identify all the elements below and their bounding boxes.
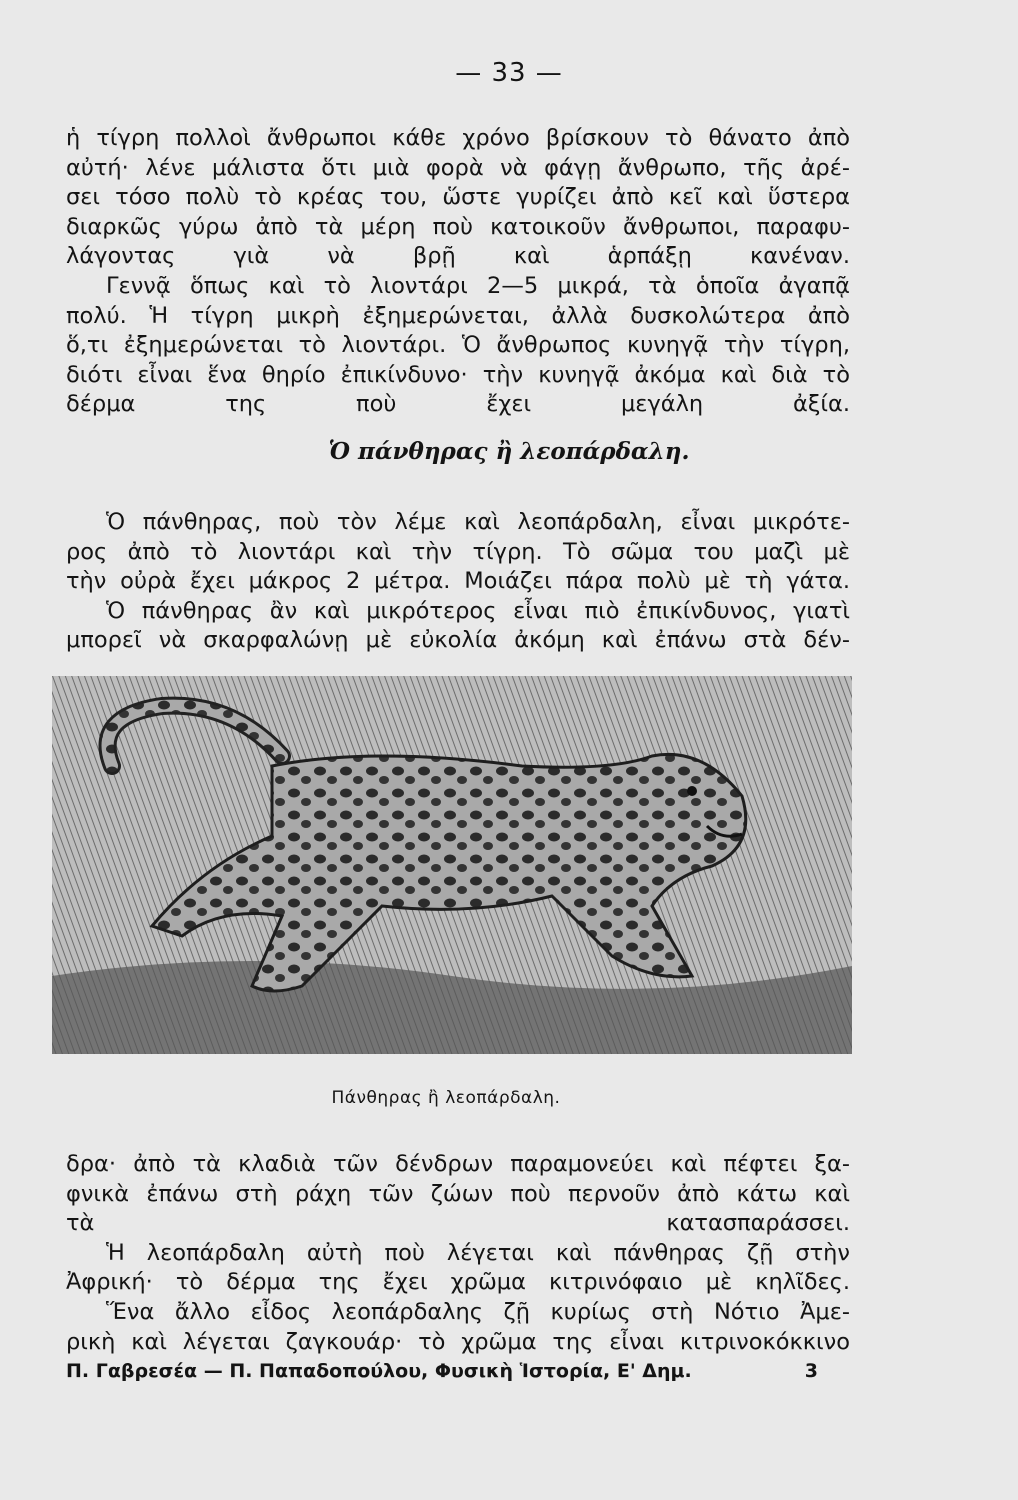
text-line: Ἡ λεοπάρδαλη αὐτὴ ποὺ λέγεται καὶ πάνθηρας ζῇ στὴν xyxy=(106,1239,850,1266)
text-line: σει τόσο πολὺ τὸ κρέας του, ὥστε γυρίζει ἀπὸ κεῖ καὶ ὕστερα xyxy=(66,184,850,211)
middle-text-block xyxy=(66,508,850,656)
text-line: ἡ τίγρη πολλοὶ ἄνθρωποι κάθε χρόνο βρίσκουν τὸ θάνατο ἀπὸ xyxy=(66,125,850,151)
text-line: ρος ἀπὸ τὸ λιοντάρι καὶ τὴν τίγρη. Τὸ σῶμα του μαζὶ μὲ xyxy=(66,538,850,565)
section-heading: Ὁ πάνθηρας ἢ λεοπάρδαλη. xyxy=(328,438,690,465)
text-line: Ὁ πάνθηρας ἂν καὶ μικρότερος εἶναι πιὸ ἐπικίνδυνος, γιατὶ xyxy=(106,597,850,624)
text-line: Ἕνα ἄλλο εἶδος λεοπάρδαλης ζῇ κυρίως στὴ Νότιο Ἀμε- xyxy=(106,1298,850,1325)
text-line: λάγοντας γιὰ νὰ βρῇ καὶ ἁρπάξῃ κανέναν. xyxy=(66,243,850,270)
text-line: δέρμα της ποὺ ἔχει μεγάλη ἀξία. xyxy=(66,391,850,418)
bottom-text-block xyxy=(66,1150,850,1357)
text-line: αὐτή· λένε μάλιστα ὅτι μιὰ φορὰ νὰ φάγῃ ἄνθρωπο, τῆς ἀρέ- xyxy=(66,154,850,181)
footer-signature: 3 xyxy=(804,1360,818,1382)
leopard-engraving xyxy=(52,676,852,1054)
text-line: Ἀφρική· τὸ δέρμα της ἔχει χρῶμα κιτρινόφαιο μὲ κηλῖδες. xyxy=(66,1269,850,1296)
leopard-illustration xyxy=(52,676,852,1054)
text-line: φνικὰ ἐπάνω στὴ ράχη τῶν ζώων ποὺ περνοῦν ἀπὸ κάτω καὶ xyxy=(66,1180,850,1207)
text-line: Γεννᾷ ὅπως καὶ τὸ λιοντάρι 2—5 μικρά, τὰ ὁποῖα ἀγαπᾷ xyxy=(106,273,850,299)
figure-caption: Πάνθηρας ἢ λεοπάρδαλη. xyxy=(331,1088,561,1108)
paragraph xyxy=(66,272,850,420)
paragraph xyxy=(66,124,850,272)
page-footer xyxy=(66,1360,818,1382)
text-line: πολύ. Ἡ τίγρη μικρὴ ἐξημερώνεται, ἀλλὰ δυσκολώτερα ἀπὸ xyxy=(66,302,850,329)
text-line: μπορεῖ νὰ σκαρφαλώνῃ μὲ εὐκολία ἀκόμη καὶ ἐπάνω στὰ δέν- xyxy=(66,627,850,654)
page-number: — 33 — xyxy=(455,58,563,88)
paragraph xyxy=(66,508,850,656)
text-line: διαρκῶς γύρω ἀπὸ τὰ μέρη ποὺ κατοικοῦν ἄνθρωποι, παραφυ- xyxy=(66,213,850,240)
text-line: Ὁ πάνθηρας, ποὺ τὸν λέμε καὶ λεοπάρδαλη, εἶναι μικρότε- xyxy=(106,509,850,535)
text-line: ρικὴ καὶ λέγεται ζαγκουάρ· τὸ χρῶμα της εἶναι κιτρινοκόκκινο xyxy=(66,1328,850,1355)
top-text-block xyxy=(66,124,850,272)
text-line: ὅ,τι ἐξημερώνεται τὸ λιοντάρι. Ὁ ἄνθρωπος κυνηγᾷ τὴν τίγρη, xyxy=(66,332,850,359)
paragraph xyxy=(66,1150,850,1357)
text-line: δρα· ἀπὸ τὰ κλαδιὰ τῶν δένδρων παραμονεύει καὶ πέφτει ξα- xyxy=(66,1151,850,1177)
text-line: τὰ κατασπαράσσει. xyxy=(66,1210,850,1237)
top-text-block-2 xyxy=(66,272,850,420)
text-line: διότι εἶναι ἕνα θηρίο ἐπικίνδυνο· τὴν κυνηγᾷ ἀκόμα καὶ διὰ τὸ xyxy=(66,361,850,388)
text-line: τὴν οὐρὰ ἔχει μάκρος 2 μέτρα. Μοιάζει πάρα πολὺ μὲ τὴ γάτα. xyxy=(66,568,850,595)
footer-authors-title: Π. Γαβρεσέα — Π. Παπαδοπούλου, Φυσικὴ Ἱστορία, Ε' Δημ. xyxy=(66,1360,692,1382)
